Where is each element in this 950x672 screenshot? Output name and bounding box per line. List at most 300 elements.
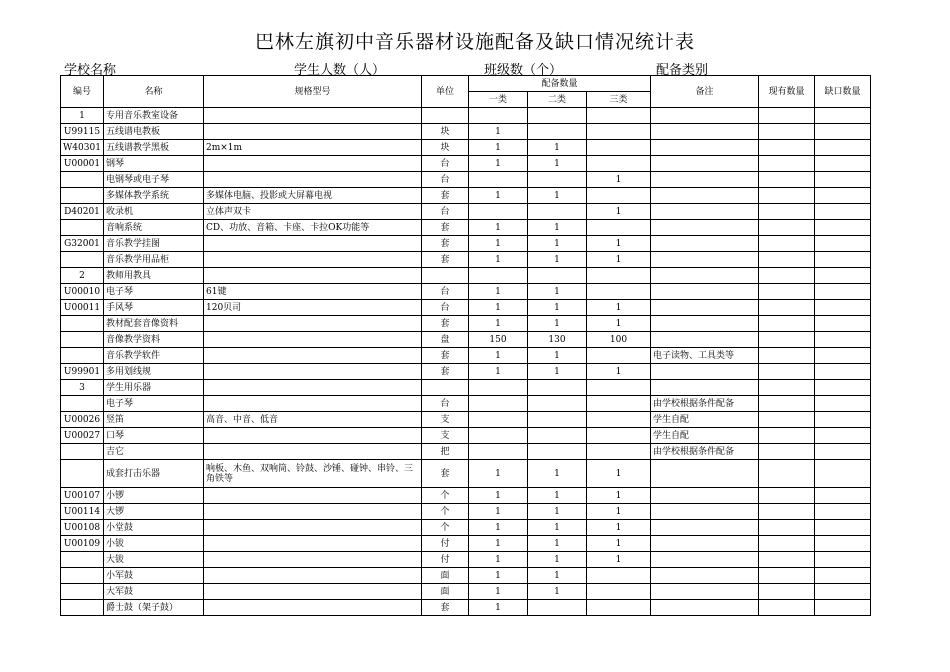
cell-existing — [759, 236, 815, 252]
cell-class-2: 1 — [528, 460, 587, 488]
cell-class-3: 1 — [587, 252, 651, 268]
cell-existing — [759, 332, 815, 348]
cell-existing — [759, 520, 815, 536]
table-row — [61, 444, 871, 460]
cell-code — [61, 552, 104, 568]
cell-gap — [815, 584, 871, 600]
cell-code — [61, 188, 104, 204]
table-row — [61, 108, 871, 124]
table-row — [61, 600, 871, 616]
cell-gap — [815, 412, 871, 428]
header-remark: 备注 — [651, 76, 759, 108]
cell-unit: 支 — [422, 412, 469, 428]
cell-existing — [759, 124, 815, 140]
cell-existing — [759, 428, 815, 444]
cell-class-3: 1 — [587, 364, 651, 380]
cell-remark — [651, 364, 759, 380]
cell-class-3: 1 — [587, 520, 651, 536]
cell-existing — [759, 172, 815, 188]
cell-class-1: 1 — [469, 124, 528, 140]
cell-class-1: 1 — [469, 156, 528, 172]
cell-class-1: 1 — [469, 568, 528, 584]
cell-code: 1 — [61, 108, 104, 124]
cell-remark — [651, 536, 759, 552]
header-quantity: 配备数量 — [469, 76, 651, 92]
cell-existing — [759, 488, 815, 504]
cell-gap — [815, 284, 871, 300]
table-body — [61, 108, 871, 616]
cell-remark — [651, 220, 759, 236]
cell-name: 成套打击乐器 — [104, 460, 204, 488]
cell-unit: 套 — [422, 348, 469, 364]
cell-name: 五线谱电教板 — [104, 124, 204, 140]
cell-class-1: 1 — [469, 520, 528, 536]
cell-spec: 多媒体电脑、投影或大屏幕电视 — [204, 188, 422, 204]
cell-unit: 面 — [422, 584, 469, 600]
cell-code — [61, 332, 104, 348]
table-row — [61, 332, 871, 348]
cell-class-2: 1 — [528, 488, 587, 504]
cell-name: 教师用教具 — [104, 268, 204, 284]
cell-class-3: 1 — [587, 172, 651, 188]
cell-gap — [815, 396, 871, 412]
cell-unit: 套 — [422, 188, 469, 204]
cell-existing — [759, 188, 815, 204]
cell-gap — [815, 488, 871, 504]
cell-class-3 — [587, 188, 651, 204]
cell-class-1 — [469, 268, 528, 284]
cell-gap — [815, 460, 871, 488]
cell-existing — [759, 204, 815, 220]
table-row — [61, 428, 871, 444]
cell-gap — [815, 188, 871, 204]
cell-remark: 学生自配 — [651, 412, 759, 428]
cell-unit: 个 — [422, 488, 469, 504]
cell-unit: 块 — [422, 124, 469, 140]
cell-remark — [651, 188, 759, 204]
table-row — [61, 348, 871, 364]
cell-class-1: 1 — [469, 600, 528, 616]
cell-class-3 — [587, 396, 651, 412]
table-row — [61, 140, 871, 156]
cell-code: U99115 — [61, 124, 104, 140]
cell-spec — [204, 568, 422, 584]
table-row — [61, 124, 871, 140]
cell-gap — [815, 332, 871, 348]
cell-class-2 — [528, 444, 587, 460]
cell-class-3 — [587, 584, 651, 600]
cell-name: 竖笛 — [104, 412, 204, 428]
cell-class-2: 1 — [528, 348, 587, 364]
table-row — [61, 364, 871, 380]
header-class-1: 一类 — [469, 92, 528, 108]
cell-spec — [204, 520, 422, 536]
cell-remark — [651, 156, 759, 172]
cell-code: D40201 — [61, 204, 104, 220]
cell-class-3: 1 — [587, 236, 651, 252]
cell-remark: 电子读物、工具类等 — [651, 348, 759, 364]
cell-unit: 台 — [422, 204, 469, 220]
header-existing: 现有数量 — [759, 76, 815, 108]
cell-class-1: 150 — [469, 332, 528, 348]
cell-remark: 由学校根据条件配备 — [651, 444, 759, 460]
cell-class-2 — [528, 600, 587, 616]
cell-gap — [815, 268, 871, 284]
cell-unit: 把 — [422, 444, 469, 460]
cell-class-1: 1 — [469, 140, 528, 156]
cell-unit: 套 — [422, 364, 469, 380]
cell-code: G32001 — [61, 236, 104, 252]
cell-class-3: 1 — [587, 204, 651, 220]
cell-class-1 — [469, 428, 528, 444]
cell-gap — [815, 568, 871, 584]
cell-code — [61, 568, 104, 584]
table-row — [61, 236, 871, 252]
cell-name: 音乐教学软件 — [104, 348, 204, 364]
cell-existing — [759, 108, 815, 124]
cell-class-2: 1 — [528, 504, 587, 520]
cell-class-2: 1 — [528, 252, 587, 268]
cell-spec — [204, 380, 422, 396]
cell-spec — [204, 316, 422, 332]
cell-spec: CD、功放、音箱、卡座、卡拉OK功能等 — [204, 220, 422, 236]
table-row — [61, 252, 871, 268]
cell-gap — [815, 172, 871, 188]
cell-gap — [815, 252, 871, 268]
cell-spec — [204, 124, 422, 140]
cell-name: 五线谱教学黑板 — [104, 140, 204, 156]
table-row — [61, 188, 871, 204]
cell-code: U99901 — [61, 364, 104, 380]
cell-gap — [815, 504, 871, 520]
cell-name: 小堂鼓 — [104, 520, 204, 536]
cell-class-3 — [587, 140, 651, 156]
cell-spec: 立体声双卡 — [204, 204, 422, 220]
header-class-2: 二类 — [528, 92, 587, 108]
school-name-label: 学校名称 — [64, 63, 117, 78]
cell-gap — [815, 536, 871, 552]
cell-code: U00026 — [61, 412, 104, 428]
cell-unit — [422, 268, 469, 284]
cell-spec — [204, 252, 422, 268]
cell-remark — [651, 552, 759, 568]
cell-spec — [204, 396, 422, 412]
cell-gap — [815, 124, 871, 140]
cell-unit: 个 — [422, 504, 469, 520]
cell-name: 收录机 — [104, 204, 204, 220]
cell-class-1: 1 — [469, 552, 528, 568]
cell-class-3: 1 — [587, 300, 651, 316]
cell-class-3 — [587, 444, 651, 460]
cell-class-2 — [528, 412, 587, 428]
cell-class-2: 1 — [528, 236, 587, 252]
cell-name: 爵士鼓（架子鼓） — [104, 600, 204, 616]
cell-unit: 盘 — [422, 332, 469, 348]
cell-unit: 套 — [422, 316, 469, 332]
cell-existing — [759, 568, 815, 584]
cell-class-1: 1 — [469, 188, 528, 204]
cell-class-2: 1 — [528, 552, 587, 568]
cell-class-2: 1 — [528, 568, 587, 584]
cell-class-2: 1 — [528, 364, 587, 380]
cell-remark — [651, 124, 759, 140]
cell-class-3 — [587, 568, 651, 584]
cell-code — [61, 348, 104, 364]
cell-code — [61, 252, 104, 268]
cell-class-3: 1 — [587, 316, 651, 332]
cell-gap — [815, 108, 871, 124]
cell-code: U00011 — [61, 300, 104, 316]
cell-class-3 — [587, 412, 651, 428]
cell-gap — [815, 552, 871, 568]
cell-unit: 套 — [422, 220, 469, 236]
cell-existing — [759, 300, 815, 316]
cell-remark — [651, 268, 759, 284]
cell-spec — [204, 584, 422, 600]
cell-class-2: 1 — [528, 220, 587, 236]
cell-spec — [204, 504, 422, 520]
cell-class-3 — [587, 156, 651, 172]
cell-unit: 台 — [422, 284, 469, 300]
cell-name: 大锣 — [104, 504, 204, 520]
cell-code — [61, 444, 104, 460]
cell-spec — [204, 428, 422, 444]
cell-gap — [815, 300, 871, 316]
table-row — [61, 204, 871, 220]
cell-gap — [815, 444, 871, 460]
cell-code — [61, 584, 104, 600]
cell-code: W40301 — [61, 140, 104, 156]
cell-remark — [651, 584, 759, 600]
cell-gap — [815, 600, 871, 616]
cell-remark — [651, 140, 759, 156]
table-row — [61, 568, 871, 584]
cell-class-1: 1 — [469, 284, 528, 300]
cell-class-1: 1 — [469, 536, 528, 552]
cell-unit — [422, 108, 469, 124]
cell-gap — [815, 204, 871, 220]
cell-spec: 120贝司 — [204, 300, 422, 316]
cell-existing — [759, 220, 815, 236]
cell-existing — [759, 252, 815, 268]
equipment-category-label: 配备类别 — [656, 63, 709, 78]
cell-class-1 — [469, 396, 528, 412]
cell-unit — [422, 380, 469, 396]
cell-class-1: 1 — [469, 236, 528, 252]
cell-class-3: 1 — [587, 552, 651, 568]
cell-gap — [815, 220, 871, 236]
cell-existing — [759, 460, 815, 488]
cell-remark — [651, 300, 759, 316]
cell-name: 音响系统 — [104, 220, 204, 236]
cell-name: 手风琴 — [104, 300, 204, 316]
cell-gap — [815, 140, 871, 156]
cell-gap — [815, 348, 871, 364]
header-name: 名称 — [104, 76, 204, 108]
cell-name: 电子琴 — [104, 396, 204, 412]
cell-class-2 — [528, 396, 587, 412]
cell-remark: 学生自配 — [651, 428, 759, 444]
cell-unit: 套 — [422, 600, 469, 616]
cell-unit: 台 — [422, 156, 469, 172]
cell-class-2 — [528, 380, 587, 396]
cell-name: 音乐教学用品柜 — [104, 252, 204, 268]
cell-code: U00109 — [61, 536, 104, 552]
cell-class-3 — [587, 108, 651, 124]
cell-code — [61, 172, 104, 188]
cell-code: U00107 — [61, 488, 104, 504]
cell-class-1: 1 — [469, 488, 528, 504]
cell-existing — [759, 316, 815, 332]
cell-spec — [204, 268, 422, 284]
table-row — [61, 316, 871, 332]
cell-gap — [815, 364, 871, 380]
cell-class-1: 1 — [469, 584, 528, 600]
cell-remark — [651, 172, 759, 188]
table-row — [61, 268, 871, 284]
cell-class-1: 1 — [469, 364, 528, 380]
cell-existing — [759, 552, 815, 568]
cell-class-3 — [587, 380, 651, 396]
cell-code: 3 — [61, 380, 104, 396]
cell-class-2 — [528, 204, 587, 220]
cell-existing — [759, 536, 815, 552]
cell-spec: 响板、木鱼、双响筒、铃鼓、沙锤、碰钟、串铃、三角铁等 — [204, 460, 422, 488]
header-gap: 缺口数量 — [815, 76, 871, 108]
cell-spec — [204, 552, 422, 568]
table-row — [61, 396, 871, 412]
cell-spec — [204, 172, 422, 188]
cell-existing — [759, 412, 815, 428]
cell-class-1: 1 — [469, 252, 528, 268]
cell-class-2: 1 — [528, 156, 587, 172]
cell-unit: 台 — [422, 396, 469, 412]
cell-class-3 — [587, 348, 651, 364]
cell-existing — [759, 156, 815, 172]
cell-class-2: 1 — [528, 284, 587, 300]
cell-class-1 — [469, 172, 528, 188]
class-count-label: 班级数（个） — [484, 63, 563, 78]
cell-class-2: 1 — [528, 316, 587, 332]
table-row — [61, 552, 871, 568]
cell-spec — [204, 488, 422, 504]
cell-remark — [651, 316, 759, 332]
cell-spec — [204, 600, 422, 616]
cell-class-3: 100 — [587, 332, 651, 348]
cell-name: 大钹 — [104, 552, 204, 568]
cell-remark — [651, 568, 759, 584]
cell-class-1 — [469, 108, 528, 124]
cell-remark — [651, 284, 759, 300]
cell-remark — [651, 236, 759, 252]
cell-class-2: 1 — [528, 140, 587, 156]
cell-code — [61, 460, 104, 488]
table-row — [61, 300, 871, 316]
cell-existing — [759, 584, 815, 600]
cell-name: 小钹 — [104, 536, 204, 552]
cell-unit: 套 — [422, 460, 469, 488]
cell-class-1 — [469, 412, 528, 428]
cell-code: U00108 — [61, 520, 104, 536]
cell-code: U00114 — [61, 504, 104, 520]
cell-class-2: 130 — [528, 332, 587, 348]
cell-name: 小军鼓 — [104, 568, 204, 584]
cell-name: 口琴 — [104, 428, 204, 444]
header-code: 编号 — [61, 76, 104, 108]
cell-spec — [204, 444, 422, 460]
table-row — [61, 220, 871, 236]
cell-existing — [759, 396, 815, 412]
cell-existing — [759, 364, 815, 380]
cell-name: 教材配套音像资料 — [104, 316, 204, 332]
cell-name: 音乐教学挂图 — [104, 236, 204, 252]
table-row — [61, 536, 871, 552]
cell-remark — [651, 504, 759, 520]
header-spec: 规格型号 — [204, 76, 422, 108]
cell-existing — [759, 444, 815, 460]
cell-code — [61, 600, 104, 616]
cell-remark — [651, 252, 759, 268]
cell-name: 小锣 — [104, 488, 204, 504]
cell-unit: 面 — [422, 568, 469, 584]
cell-remark — [651, 488, 759, 504]
cell-spec — [204, 332, 422, 348]
cell-class-2: 1 — [528, 520, 587, 536]
cell-code — [61, 220, 104, 236]
cell-remark — [651, 600, 759, 616]
table-row — [61, 488, 871, 504]
cell-remark: 由学校根据条件配备 — [651, 396, 759, 412]
student-count-label: 学生人数（人） — [294, 63, 386, 78]
cell-class-2 — [528, 172, 587, 188]
page-title: 巴林左旗初中音乐器材设施配备及缺口情况统计表 — [254, 31, 695, 53]
cell-class-3 — [587, 428, 651, 444]
cell-spec: 2m×1m — [204, 140, 422, 156]
cell-existing — [759, 380, 815, 396]
cell-class-1: 1 — [469, 504, 528, 520]
cell-gap — [815, 380, 871, 396]
cell-spec — [204, 236, 422, 252]
cell-spec — [204, 108, 422, 124]
cell-remark — [651, 460, 759, 488]
table-row — [61, 172, 871, 188]
cell-name: 电子琴 — [104, 284, 204, 300]
cell-spec — [204, 348, 422, 364]
cell-class-3: 1 — [587, 488, 651, 504]
cell-unit: 付 — [422, 536, 469, 552]
cell-name: 多媒体教学系统 — [104, 188, 204, 204]
cell-class-1: 1 — [469, 220, 528, 236]
table-row — [61, 412, 871, 428]
cell-class-3: 1 — [587, 504, 651, 520]
cell-class-2 — [528, 268, 587, 284]
cell-name: 多用划线规 — [104, 364, 204, 380]
cell-class-2: 1 — [528, 584, 587, 600]
cell-class-2: 1 — [528, 188, 587, 204]
cell-class-2: 1 — [528, 300, 587, 316]
cell-gap — [815, 428, 871, 444]
cell-unit: 付 — [422, 552, 469, 568]
cell-spec — [204, 364, 422, 380]
cell-code: 2 — [61, 268, 104, 284]
cell-gap — [815, 520, 871, 536]
cell-gap — [815, 316, 871, 332]
cell-class-2 — [528, 108, 587, 124]
cell-class-2 — [528, 428, 587, 444]
cell-class-1 — [469, 444, 528, 460]
cell-existing — [759, 348, 815, 364]
cell-name: 钢琴 — [104, 156, 204, 172]
